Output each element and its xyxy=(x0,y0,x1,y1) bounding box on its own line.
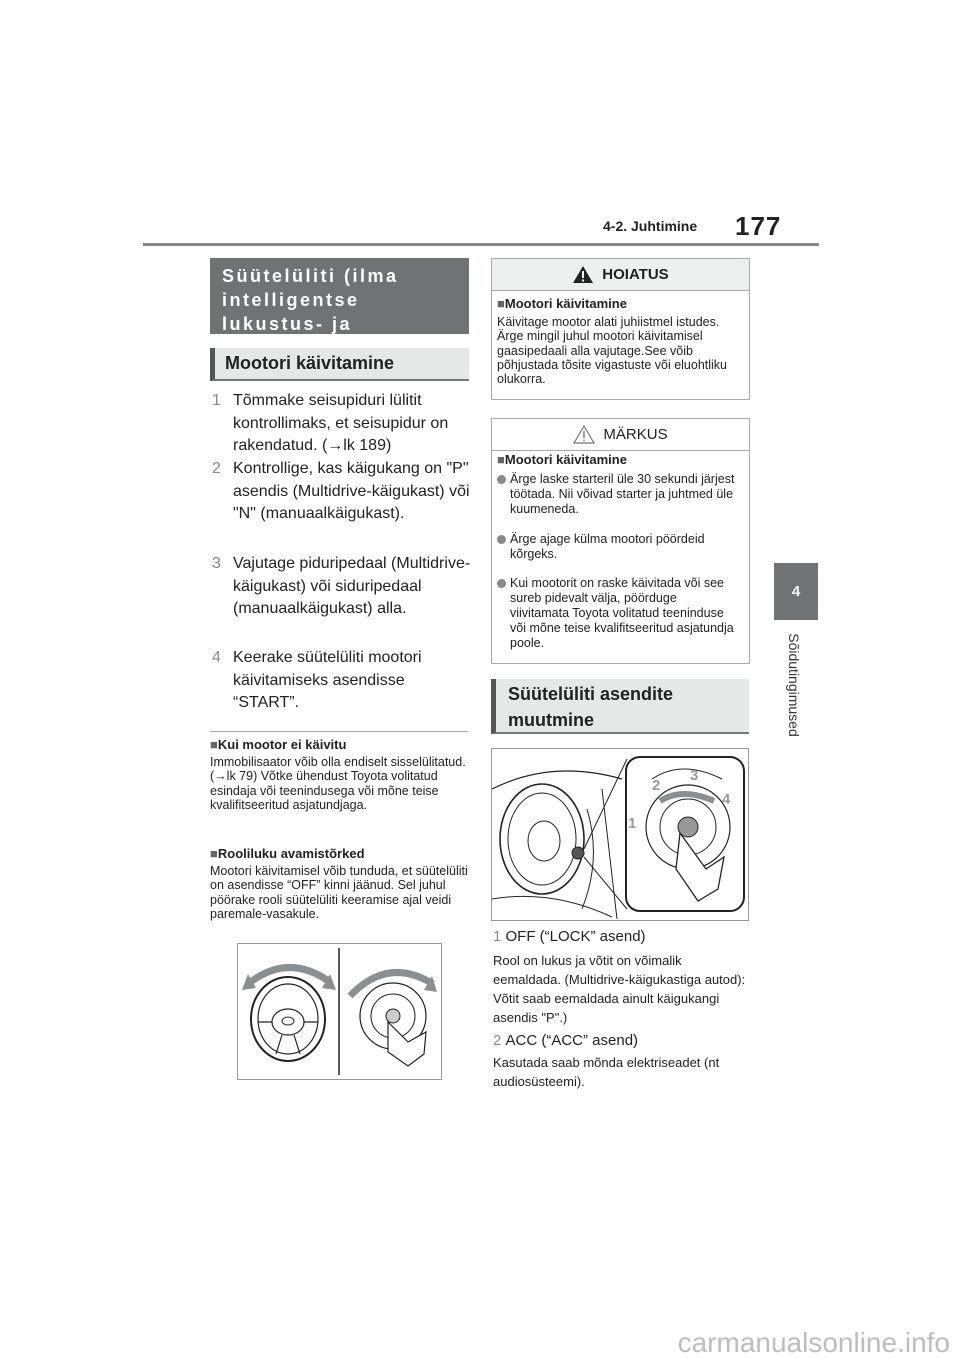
warning-title-bar xyxy=(492,259,749,291)
notice-heading: ■Mootori käivitamine xyxy=(497,452,627,467)
square-bullet-icon: ■ xyxy=(210,846,218,861)
step-number: 4 xyxy=(212,649,221,666)
position-1-label: 1 OFF (“LOCK” asend) xyxy=(493,928,646,945)
callout-4: 4 xyxy=(722,791,731,808)
note-body: Immobilisaator võib olla endiselt sisselülitatud. (→lk 79) Võtke ühendust Toyota volitatud esindaja või teenindusega või mõne teise kvalifitseeritud asjatundjaga. xyxy=(210,755,466,812)
ignition-switch-illustration xyxy=(491,748,749,921)
warning-heading: ■Mootori käivitamine xyxy=(497,296,627,311)
step-text: Vajutage piduripedaal (Multidrive-käigukast) või siduripedaal (manuaalkäigukast) alla. xyxy=(233,555,471,617)
chapter-tab[interactable] xyxy=(774,563,818,620)
step-2 xyxy=(212,458,472,550)
section-title: 4-2. Juhtimine xyxy=(603,218,698,234)
step-4 xyxy=(212,647,472,717)
header-rule xyxy=(143,243,819,246)
notice-title: MÄRKUS xyxy=(603,426,668,443)
step-text: Keerake süütelüliti mootori käivitamiseks asendisse “START”. xyxy=(233,649,422,711)
notice-box xyxy=(491,418,750,664)
page-title: Süütelüliti (ilma intelligentse lukustus- ja xyxy=(210,258,469,334)
warning-box xyxy=(491,258,750,400)
step-number: 1 xyxy=(212,392,221,409)
chapter-label xyxy=(779,630,809,740)
bullet-dot-icon xyxy=(497,535,506,544)
callout-3: 3 xyxy=(690,767,699,784)
chapter-number: 4 xyxy=(791,583,801,600)
subheading-engine-start: Mootori käivitamine xyxy=(210,348,469,381)
step-3 xyxy=(212,553,472,645)
bullet-dot-icon xyxy=(497,579,506,588)
notice-title-bar xyxy=(492,419,749,451)
step-number: 3 xyxy=(212,555,221,572)
chapter-label-text: Sõidutingimused xyxy=(786,633,802,737)
notice-bullet: Ärge laske starteril üle 30 sekundi järjest töötada. Nii võivad starter ja juhtmed üle kuumeneda. xyxy=(497,472,742,522)
position-2-desc: Kasutada saab mõnda elektriseadet (nt audiosüsteemi). xyxy=(493,1055,720,1089)
steering-key-illustration xyxy=(237,943,442,1080)
position-1-desc: Rool on lukus ja võtit on võimalik eemaldada. (Multidrive-käigukastiga autod): Võtit saab eemaldada ainult käigukangi asendis "P".) xyxy=(493,953,746,1025)
step-1 xyxy=(212,390,472,460)
subheading-switch-positions: Süütelüliti asendite muutmine xyxy=(491,679,749,734)
notice-bullet: Ärge ajage külma mootori pöördeid kõrgeks. xyxy=(497,532,742,564)
watermark: carmanualsonline.info xyxy=(677,1327,950,1358)
step-text: Tõmmake seisupiduri lülitit kontrollimaks, et seisupidur on rakendatud. (→lk 189) xyxy=(233,392,449,454)
step-text: Kontrollige, kas käigukang on "P" asendis (Multidrive-käigukast) või "N" (manuaalkäigukast). xyxy=(233,460,470,522)
dashboard-icon xyxy=(492,749,748,920)
note-heading: ■Kui mootor ei käivitu xyxy=(210,737,347,752)
warning-title: HOIATUS xyxy=(602,266,669,283)
steering-wheel-icon xyxy=(238,944,441,1079)
bullet-dot-icon xyxy=(497,475,506,484)
square-bullet-icon: ■ xyxy=(497,452,505,467)
callout-2: 2 xyxy=(652,777,661,794)
square-bullet-icon: ■ xyxy=(210,737,218,752)
warning-body: Käivitage mootor alati juhiistmel istudes. Ärge mingil juhul mootori käivitamisel gaasipedaali alla vajutage.See võib põhjustada tõsite vigastuste või eluohtliku olukorra. xyxy=(497,315,728,387)
note-body: Mootori käivitamisel võib tunduda, et süütelüliti on asendisse “OFF” kinni jäänud. Sel juhul pöörake rooli süütelüliti keeramise ajal veidi paremale-vasakule. xyxy=(210,864,468,921)
callout-1: 1 xyxy=(628,815,637,832)
step-number: 2 xyxy=(212,460,221,477)
note-steering-lock xyxy=(210,846,472,921)
notice-bullet: Kui mootorit on raske käivitada või see sureb pidevalt välja, pöörduge viivitamata Toyota volitatud teeninduse või mõne teise kvalifitseeritud asjatundja poole. xyxy=(497,576,742,656)
square-bullet-icon: ■ xyxy=(497,296,505,311)
position-2-label: 2 ACC (“ACC” asend) xyxy=(493,1032,639,1049)
note-engine-not-starting xyxy=(210,737,472,812)
divider xyxy=(210,731,468,732)
warning-triangle-icon xyxy=(572,265,594,284)
page-number: 177 xyxy=(735,211,782,241)
caution-triangle-icon xyxy=(573,425,595,444)
note-heading: ■Rooliluku avamistõrked xyxy=(210,846,365,861)
